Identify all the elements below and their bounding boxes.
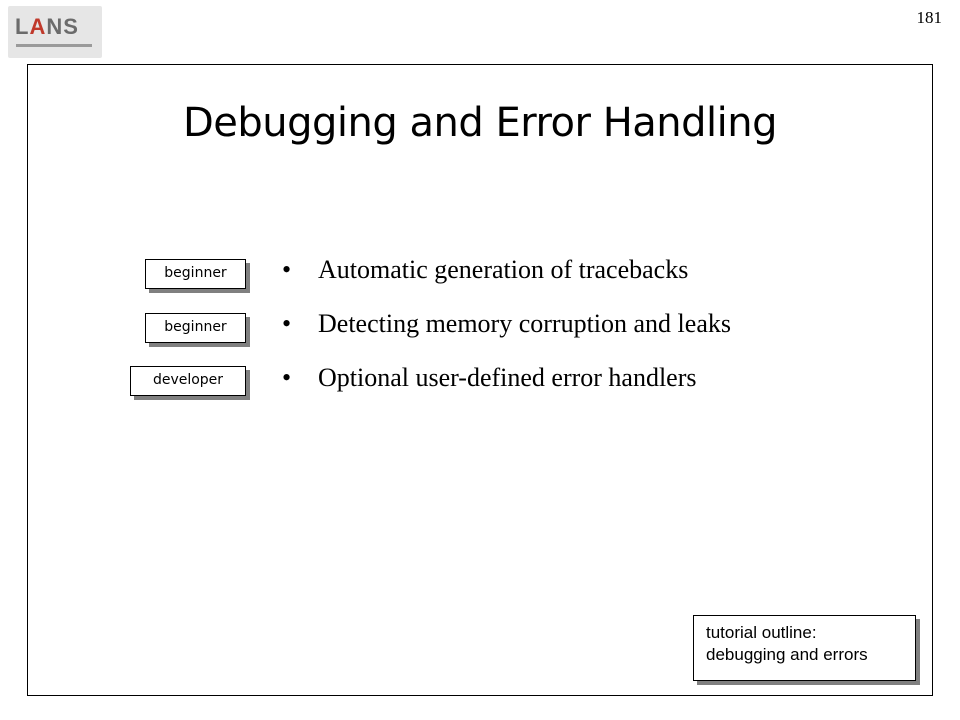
slide-title: Debugging and Error Handling — [183, 100, 777, 146]
outline-line-1: tutorial outline: — [706, 623, 817, 642]
outline-line-2: debugging and errors — [706, 645, 868, 664]
level-tag-beginner[interactable]: beginner — [145, 313, 246, 343]
bullet-item: • Optional user-defined error handlers — [282, 358, 731, 412]
logo-subtitle-bar — [16, 44, 92, 47]
lans-logo — [8, 6, 102, 58]
bullet-item: • Detecting memory corruption and leaks — [282, 304, 731, 358]
page-number: 181 — [916, 8, 942, 27]
level-tag-developer[interactable]: developer — [130, 366, 246, 396]
bullet-list — [282, 250, 731, 412]
level-tag-beginner[interactable]: beginner — [145, 259, 246, 289]
tutorial-outline-link[interactable] — [693, 615, 916, 681]
bullet-item: • Automatic generation of tracebacks — [282, 250, 731, 304]
logo-text: LANS — [15, 14, 79, 39]
